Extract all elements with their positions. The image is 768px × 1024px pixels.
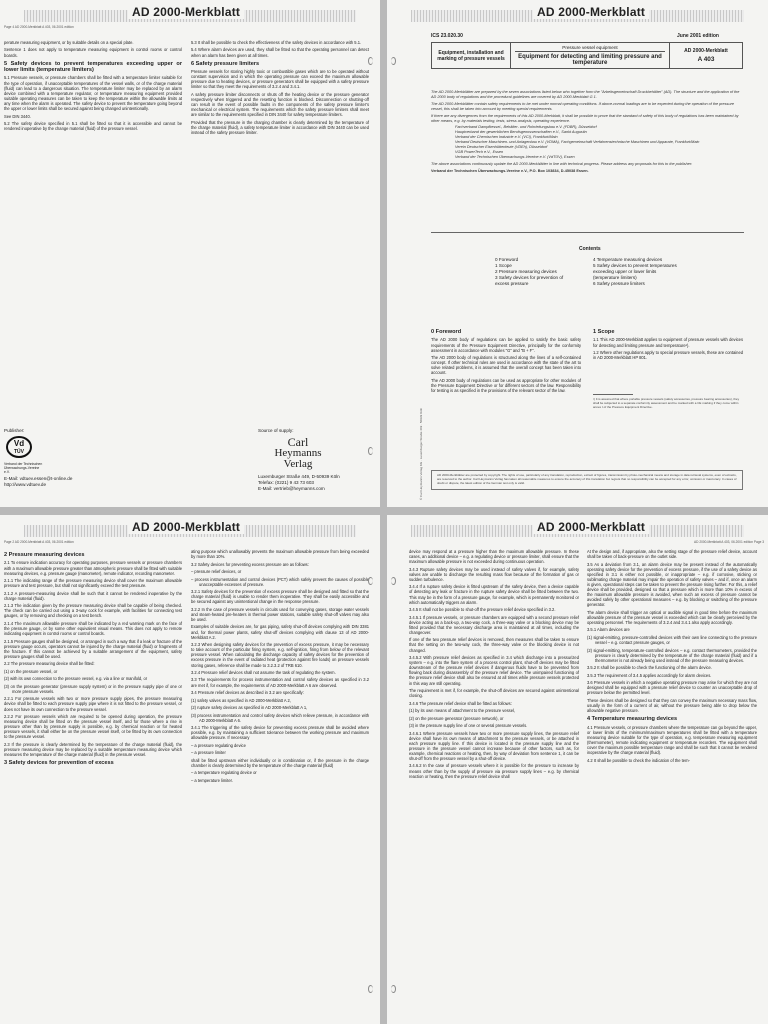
divider (431, 232, 744, 233)
copyright-box: AD 2000-Merkblätter are protected by copyright. The rights of use, particularly of any translation, reproduction, extract of figures, transmission by photo-mechanical means and storage in data retrieval systems, even of extracts, are reserved to the author. Carl Heymanns Verlag has taken all reasonable measures to ensure the accuracy of this translation but regrets that no responsibility can be accepted for any error, omission or inaccuracy. In cases of doubt or dispute, the latest edition of the German text only is valid. (431, 470, 743, 490)
publisher-email: E-Mail: vdtuev.essen@t-online.de (4, 476, 73, 481)
publisher-url: http://www.vdtuev.de (4, 482, 47, 487)
list-item: – a temperature regulating device or (191, 770, 257, 776)
table-subject-sub: Pressure vessel equipment (515, 45, 665, 52)
paragraph: 3.2 Safety devices for preventing excess pressure are as follows: (191, 561, 309, 567)
punch-hole (391, 577, 396, 585)
text-column-right (191, 549, 369, 785)
association-item: Verein Deutscher Eisenhüttenleute (VDEh), Düsseldorf (455, 145, 548, 150)
section-heading: 6 Safety pressure limiters (191, 60, 260, 67)
paragraph: 3.2.3 When designing safety devices for the prevention of excess pressure, it may be necessary to take account of the particular firing system, e.g. self-ignition, firing from below of the relevant pressure vessel. When calculating the discharge capacity of safety devices for the prevention of excess pressure in the event of radiated heat (protection against fire loads) on pressure vessels storing gases, reference shall be made to 3.2.3.2 of TRB 610. (191, 642, 369, 668)
table-ref-name: AD 2000-Merkblatt (684, 48, 728, 54)
association-item: Verband der Technischen Überwachungs-Vereine e.V. (VdTÜV), Essen (455, 154, 575, 159)
paragraph: At the design and, if appropriate, also the setting stage of the pressure relief device, account shall be taken of back-pressure on the outlet side. (587, 549, 757, 560)
paragraph: 2.1.5 Pressure gauges shall be designed, or arranged in such a way that if a leak or fracture of the pressure gauge occurs, operators cannot be injured by the charge material (fluid) or fragments of the fracture. If this cannot be achieved by a suitable arrangement of the equipment, safety pressure gauges shall be used. (4, 638, 182, 659)
association-item: Hauptverband der gewerblichen Berufsgenossenschaften e.V., Sankt Augustin (455, 130, 587, 135)
text-column-left (409, 549, 579, 781)
paragraph: The AD 2000 body of regulations is structured along the lines of a self-contained concept. If other technical rules are used in accordance with the state of the art to solve related problems, it is assumed that the overall concept has been taken into account. (431, 355, 581, 376)
paragraph: shall be fitted upstream either individually or in combination or, if the pressure in the charge chamber is clearly determined by the temperature of the charge material (fluid) (191, 757, 369, 768)
paragraph: 3.4 Pressure relief devices as described in 3.2 are specifically: (191, 690, 304, 696)
header-title: AD 2000-Merkblatt (533, 520, 649, 534)
intro-closing: The above associations continuously update the AD 2000-Merkblätter in line with technical progress. Please address any proposals for this to the publisher: (431, 161, 693, 166)
association-item: Verband der Chemischen Industrie e.V. (VCI), Frankfurt/Main (455, 135, 558, 140)
header-title: AD 2000-Merkblatt (533, 5, 649, 19)
paragraph: 2.1.2 A pressure-measuring device shall be such that it cannot be rendered inoperative by the charge material (fluid). (4, 590, 182, 601)
page-header (387, 0, 768, 26)
paragraph: 2.1 To ensure indication accuracy for operating purposes, pressure vessels or pressure chambers with a maximum allowable pressure greater than atmospheric pressure shall be fitted with suitable measuring devices, e.g. pressure gauge (manometer), remote indicator, recording manometer. (4, 560, 182, 576)
text-column-right (191, 40, 369, 137)
paragraph: 3.5 As a deviation from 3.1, an alarm device may be present instead of the automatically operating safety device for the prevention of excess pressure, if the use of a safety device as specified in 3.1 is either not possible, or inappropriate – e.g. if corrosive, sticking or sublimating charge material may impair the operation of safety valves – and if, once an alarm is given, operational steps can be taken to prevent the pressure rising further. For this, a relief device shall be provided, designed so that a pressure which is more than 10% in excess of the maximum allowable pressure is avoided, when such an excess of pressure cannot be avoided safely by other operational measures – e.g. by blocking or switching of the pressure generator. (587, 561, 757, 608)
list-item: (2) rupture safety devices as specified in AD 2000-Merkblatt A 1, (191, 705, 308, 711)
vdtuv-logo (6, 435, 32, 459)
section-heading: 1 Scope (593, 329, 615, 335)
paragraph: 3.2.1 Safety devices for the prevention of excess pressure shall be designed and fitted so that the charge material (fluid) is unable to render them inoperative. They shall be easily accessible and be secured against any unintentional change in the response pressure. (191, 589, 369, 605)
paragraph: Pressure vessels for storing highly toxic or combustible gases which are to be operated without constant supervision and in which the operating pressure can exceed the maximum allowable pressure due to heating devices, or pressure generators shall be equipped with a safety pressure limiter so that they meet the requirements of 3.2.4 and 3.4.1. (191, 69, 369, 90)
intro-text (431, 90, 745, 176)
source-label: Source of supply: (258, 428, 294, 433)
foreword-column (431, 326, 581, 396)
section-heading: 0 Foreword (431, 329, 462, 335)
publisher-label: Publisher: (4, 428, 25, 433)
intro-paragraph: If there are any divergences from the requirements of this AD 2000-Merkblatt, it shall be possible to prove that the standard of safety of this body of regulations has been maintained by other means, e.g. by materials testing, tests, stress analysis, operating experience. (431, 113, 739, 123)
association-item: VGB PowerTech e.V., Essen (455, 149, 504, 154)
paragraph: Examples of suitable devices are, for gas piping, safety shut-off devices complying with DIN 3381 and, for thermal power plants, safety shut-off devices complying with clause 13 of AD 2000-Merkblatt A 2. (191, 624, 369, 640)
contents-item: 5 Safety devices to prevent temperatures (593, 263, 677, 268)
list-item: (3) on the pressure generator (pressure supply system) or in the pressure supply pipe of one or more pressure vessels. (4, 683, 182, 694)
contents-list-right (593, 257, 677, 287)
page-running-head: Page 4 AD 2000-Merkblatt A 403, 06.2001 edition (4, 25, 74, 29)
page-running-head: AD 2000-Merkblatt A 403, 06.2001 edition Page 3 (694, 540, 764, 544)
contents-list-left (495, 257, 563, 287)
table-subject-main: Equipment for detecting and limiting pressure and temperature (518, 54, 662, 66)
header-title: AD 2000-Merkblatt (128, 5, 244, 19)
source-email: E-Mail: vertrieb@heymanns.com (258, 486, 325, 491)
edition-label: June 2001 edition (677, 33, 719, 39)
paragraph: 3.3 The requirements for process instrumentation and control safety devices as specified in 3.2 are met if, for example, the requirements of AD 2000-Merkblatt A 6 are observed. (191, 677, 369, 688)
paragraph: 3.2.4 Pressure relief devices shall not assume the task of regulating the system. (191, 670, 336, 675)
page-header (0, 0, 380, 26)
intro-paragraph: The AD 2000-Merkblätter are prepared by the seven associations listed below who together form the "Arbeitsgemeinschaft Druckbehälter" (AD). The structure and the application of the AD 2000 body of regulations and the procedural guidelines are covered by AD 2000-Merkblatt G 1. (431, 90, 740, 99)
paragraph: The AD 2000 body of regulations can be applied to satisfy the basic safety requirements of the Pressure Equipment Directive, principally for the conformity assessment in accordance with modules "G" and "B + F". (431, 337, 581, 353)
scope-column (593, 326, 743, 363)
list-item: (3) process instrumentation and control safety devices which relieve pressure, in accordance with AD 2000-Merkblatt A 6. (191, 712, 369, 723)
list-item: (1) safety valves as specified in AD 2000-Merkblatt A 2, (191, 697, 291, 703)
heymanns-logo (268, 437, 328, 470)
contents-item: (temperature limiters) (593, 275, 637, 280)
source-address: Luxemburger Straße 449, D-50939 Köln (258, 474, 340, 479)
text-column-right (587, 549, 757, 765)
list-item: – a pressure limiter (191, 750, 226, 756)
table-ref-code: A 403 (697, 56, 715, 63)
paragraph: 3.5.3 The requirement of 3.4.5 applies accordingly for alarm devices. (587, 672, 712, 678)
page-top-right (387, 0, 768, 507)
paragraph: perature measuring equipment, or by suitable details on a special plate. (4, 40, 134, 45)
paragraph: 5.2 The safety device specified in 5.1 shall be fitted so that it is accessible and cannot be rendered inoperative by the change material (fluid) of the pressure vessel. (4, 121, 182, 132)
paragraph: Provided that the pressure in the charging chamber is clearly determined by the temperature of the charge material (fluid), a safety temperature limiter in accordance with DIN 3440 can be used instead of the safety pressure limiter. (191, 119, 369, 135)
paragraph: 3.2.2 In the case of pressure vessels in circuits used for conveying gases, storage water vessels and steam-heated pre-heaters in thermal power stations, suitable safety shut-off valves may also be used. (191, 606, 369, 622)
contents-item: 4 Temperature measuring devices (593, 257, 663, 262)
page-bottom-right (387, 515, 768, 1024)
section-heading: 2 Pressure measuring devices (4, 552, 85, 558)
list-item: – a pressure regulating device (191, 742, 246, 748)
paragraph: 5.3 It shall be possible to check the effectiveness of the safety devices in accordance with 5.1. (191, 40, 362, 45)
contents-item: exceeding upper or lower limits (593, 269, 657, 274)
paragraph: 3.5.2 It shall be possible to check the functioning of the alarm device. (587, 665, 712, 671)
association-item: Verband Deutscher Maschinen- und Anlagenbau e.V. (VDMA), Fachgemeinschaft Verfahrenstechnische Maschinen und Apparate, Frankfurt/Main (455, 140, 700, 145)
paragraph: 2.2 The pressure measuring device shall be fitted: (4, 661, 95, 667)
punch-hole (368, 985, 373, 993)
paragraph: 3.5.1 Alarm devices are (587, 627, 630, 633)
paragraph: 4.2 It shall be possible to check the indication of the tem- (587, 757, 690, 763)
publisher-address: Verband der Technischen Überwachungs-Vereine e.V., P.O. Box 103834, D-45038 Essen. (431, 168, 589, 173)
paragraph: 3.4.5 It shall not be possible to shut-off the pressure relief device specified in 3.2. (409, 607, 556, 613)
intro-paragraph: The AD 2000-Merkblätter contain safety requirements to be met under normal operating conditions. If above-normal loadings are to be expected during the operation of the pressure vessel, this shall be taken into account by meeting special requirements. (431, 101, 734, 111)
page-running-head: Page 2 AD 2000-Merkblatt A 403, 06.2001 edition (4, 540, 74, 544)
paragraph: 2.1.4 The maximum allowable pressure shall be indicated by a red warning mark on the face of the pressure gauge, or by some other equivalent visual means. This does not apply to remote indicating equipment in control rooms or control boards. (4, 620, 182, 637)
list-item: – pressure relief devices, or (191, 569, 242, 575)
footnote: ¹) It is assumed that where portable pressure vessels (safety accessories, pressure bearing accessories), they shall be subjected to a separate conformity assessment and be marked with a CE marking if they come within annex I of the Pressure Equipment Directive. (593, 397, 740, 409)
table-ref (670, 43, 743, 69)
side-strip: © Carl Heymanns Verlag KG · Luxemburger Straße 449 · 50939 Köln (419, 407, 423, 500)
paragraph: 5.1 Pressure vessels, or pressure chambers shall be fitted with a temperature limiter suitable for the type of operation, if unacceptable temperatures of the vessel walls, or of the charge material (fluid) can lead to a dangerous situation. The temperature limiter may be replaced by an alarm device combined with a temperature regulator, or temperature measuring equipment provided suitable operating measures can be taken to keep the temperature within the allowable limits at any time when the alarm is operated. The safety device to prevent the temperature going beyond the upper or lower limits shall be secured against being changed unintentionally. (4, 75, 182, 112)
paragraph: 3.4.5.1 If pressure vessels, or pressure chambers are equipped with a second pressure relief device acting as a back-up, a two-way cock, a three-way valve or a blocking device may be fitted provided that the necessary discharge area is maintained at all times, including the changeover. (409, 614, 579, 635)
paragraph: 2.1.1 The indicating range of the pressure measuring device shall cover the maximum allowable pressure and test pressure, but shall not significantly exceed the test pressure. (4, 578, 182, 589)
paragraph: 3.4.6 The pressure relief device shall be fitted as follows: (409, 700, 512, 706)
table-category: Equipment, installation and marking of pressure vessels (432, 43, 511, 69)
paragraph: The requirement is met if, for example, the shut-off devices are secured against unintentional closing. (409, 687, 579, 699)
punch-hole (368, 57, 373, 65)
list-item: – process instrumentation and control devices (PCT) which safely prevent the causes of possible unacceptable excesses of pressure. (191, 576, 369, 587)
punch-hole (368, 577, 373, 585)
paragraph: A safety pressure limiter disconnects or shuts off the heating device or the pressure generator respectively when triggered and the resetting function is blocked. Disconnection or shutting-off can result in the event of possible faults in the components of the safety pressure limiter's mechanical or electrical system. The requirements which the safety pressure limiters shall meet are similar to the requirements specified in DIN 3440 for safety temperature limiters. (191, 91, 369, 118)
paragraph: device may respond at a pressure higher than the maximum allowable pressure. In these cases, an additional device – e.g. a regulating device or pressure limiter, shall ensure that the maximum allowable pressure is not exceeded during continuous operation. (409, 549, 579, 565)
paragraph: If one of the two pressure relief devices is removed, then measures shall be taken to ensure that the setting on the two-way cock, the three-way valve or the blocking device is not changed. (409, 637, 579, 653)
paragraph: 3.4.6.1 Where pressure vessels have two or more pressure supply lines, the pressure relief device shall have its own means of attachment to the pressure vessels, or be attached in each pressure supply line. If this device is located in the pressure supply line and the pressure in the pressure vessel cannot increase because of other factors, such as, for example, chemical reactions or heating, then, by way of deviation from sentence 1, it can be shut-off from the pressure vessel by a shut-off device. (409, 730, 579, 761)
paragraph: 2.2.2 For pressure vessels which are required to be opened during operation, the pressure measuring device shall be fitted on the pressure vessel itself, and for those where a rise in pressure other than by pressure supply is possible, e.g. by chemical reaction or for heated pressure vessels, it shall either be on the pressure vessel itself, or be fitted by its own connection to the pressure vessel. (4, 714, 182, 740)
paragraph: These devices shall be designed so that they can convey the maximum necessary mass flow, usually in the form of a current of air, without the pressure being able to drop below the allowable negative pressure. (587, 697, 757, 714)
paragraph: 3.4.5.2 With pressure relief devices as specified in 3.4 which discharge into a pressurized system – e.g. into the flare system of a process control plant, shut-off devices may be fitted downstream of the pressure relief devices if dangerous fluids have to be prevented from flowing back during disassembly of the pressure relief device. The unimpaired functioning of the pressure relief device shall also be ensured at all times while pressure vessels protected in this way are still operating. (409, 655, 579, 686)
page-bottom-left (0, 515, 380, 1024)
list-item: (2) on the pressure generator (pressure network), or (409, 715, 504, 721)
section-heading: 4 Temperature measuring devices (587, 716, 678, 723)
paragraph: 2.3 If the pressure is clearly determined by the temperature of the charge material (fluid), the pressure measuring device may be replaced by a suitable temperature measuring device which measures the temperature of the charge material (fluid) in the pressure vessel. (4, 741, 182, 758)
list-item: – a temperature limiter. (191, 777, 233, 783)
paragraph: 3.4.3 Rupture safety devices may be used instead of safety valves if, for example, safety valves are unable to discharge the resulting mass flow because of the formation of gas or sudden turbulence. (409, 566, 579, 582)
logo-line-1: Carl (287, 435, 309, 449)
paragraph: 1.1 This AD 2000-Merkblatt applies to equipment of pressure vessels with devices for detecting and limiting pressure and temperature¹). (593, 337, 743, 348)
text-column-left (4, 549, 182, 769)
logo-line-3: Verlag (283, 458, 313, 470)
paragraph: The alarm device shall trigger an optical or audible signal in good time before the maximum allowable pressure of the pressure vessel is exceeded which can be clearly perceived by the operating personnel. The requirements of 3.2.4 and 3.4.1 also apply accordingly. (587, 609, 757, 625)
section-heading: 5 Safety devices to prevent temperatures exceeding upper or lower limits (temperature limiters) (4, 60, 182, 74)
contents-item: 6 Safety pressure limiters (593, 281, 645, 286)
paragraph: 2.1.3 The indication given by the pressure measuring device shall be capable of being checked. The check can be carried out using a 3-way cock for example, with facilities for connecting test gauges, or by removing and checking on a test bench. (4, 603, 182, 619)
list-item: (1) by its own means of attachment to the pressure vessel, (409, 708, 516, 714)
section-heading: 3 Safety devices for prevention of excess (4, 760, 114, 767)
paragraph: 2.2.1 For pressure vessels with two or more pressure supply pipes, the pressure measuring device shall be fitted to each pressure supply pipe where it is not fitted to the pressure vessel, or does not have its own connection to the pressure vessel. (4, 696, 182, 712)
page-header (387, 515, 768, 541)
list-item: (2) with its own connection to the pressure vessel, e.g. via a line or manifold, or (4, 676, 148, 682)
paragraph: ating purpose which unallowably prevents the maximum allowable pressure from being exceeded by more than 10%. (191, 549, 369, 560)
paragraph: 1.2 Where other regulations apply to special pressure vessels, these are contained in AD 2000-Merkblatt HP 801. (593, 349, 743, 361)
contents-item: 3 Safety devices for prevention of (495, 275, 564, 280)
paragraph: 3.4.4 If a rupture safety device is fitted upstream of the safety device, then a device capable of detecting any leak or fracture in the rupture safety device shall be fitted between the two. This may be in the form of a pressure gauge, for example, which is permanently monitored or which automatically triggers an alarm. (409, 584, 579, 605)
list-item: (3) in the pressure supply line of one or several pressure vessels. (409, 723, 528, 729)
paragraph: 3.4.1 The triggering of the safety device for preventing excess pressure shall be avoided where possible, e.g. by maintaining a sufficient tolerance between the working pressure and maximum allowable pressure. If necessary (191, 725, 369, 741)
header-title: AD 2000-Merkblatt (128, 520, 244, 534)
svg-text:TÜV: TÜV (14, 449, 24, 455)
paragraph: The AD 2000 body of regulations can be used as appropriate for other modules of the Pressure Equipment Directive or for different sectors of the law. Responsibility for testing is as specified in the provisions of the relevant sector of the law. (431, 377, 581, 394)
logo-line-2: Heymanns (274, 447, 322, 459)
text-column-left (4, 40, 182, 134)
contents-title: Contents (579, 246, 601, 252)
page-top-left (0, 0, 380, 507)
page-header (0, 515, 380, 541)
source-telefax: Telefax: (0221) 9 43 73 603 (258, 480, 314, 485)
association-item: Fachverband Dampfkessel-, Behälter- und Rohrleitungsbau e.V. (FDBR), Düsseldorf (455, 125, 597, 130)
paragraph: 3.4.6.2 In the case of pressure vessels where it is possible for the pressure to increase by means other than by the supply of pressure via pressure supply lines – e.g. by chemical reaction or heating, then the pressure relief device shall (409, 763, 579, 779)
publisher-name: Verband der Technischen Überwachungs-Vereine e.V. (4, 462, 43, 474)
paragraph: 5.4 Where alarm devices are used, they shall be fitted so that the operating personnel can detect when an alarm has been given at all times. (191, 47, 369, 58)
list-item: (2) signal-emitting, temperature-controlled devices – e.g. contact thermometers, provided the pressure is clearly determined by the temperature of the charge material (fluid) and if a thermometer is not already being used instead of the pressure measuring devices. (587, 647, 757, 663)
punch-hole (391, 985, 396, 993)
footnote-rule (593, 394, 633, 395)
paragraph: 4.1 Pressure vessels, or pressure chambers where the temperature can go beyond the upper, or lower limits of the minimum/maximum temperatures shall be fitted with a temperature measuring device suitable for the type of operation, e.g. temperature measuring equipment (thermometer), remote indicating equipment or temperature recorders. The equipment shall cover the maximum possible temperature range and shall be such that it cannot be rendered inoperative by the charge material (fluid). (587, 724, 757, 756)
contents-item: 0 Foreword (495, 257, 519, 262)
punch-hole (391, 57, 396, 65)
ics-code: ICS 23.020.30 (431, 33, 463, 39)
contents-item: 2 Pressure measuring devices (495, 269, 557, 274)
punch-hole (368, 447, 373, 455)
paragraph: See DIN 3440. (4, 113, 31, 119)
paragraph: 3.6 Pressure vessels in which a negative operating pressure may arise for which they are not designed shall be equipped with a pressure relief device to counter an unacceptable drop of pressure below the permitted level. (587, 680, 757, 696)
list-item: (1) signal-emitting, pressure-controlled devices with their own line connecting to the pressure vessel – e.g. contact pressure gauges, or (587, 634, 757, 646)
list-item: (1) on the pressure vessel, or (4, 668, 58, 674)
paragraph: Sentence 1 does not apply to temperature measuring equipment in control rooms or control boards. (4, 47, 182, 58)
table-subject (511, 43, 670, 69)
contents-item: 1 Scope (495, 263, 512, 268)
contents-item: excess pressure (495, 281, 529, 286)
svg-text:Vd: Vd (13, 439, 25, 448)
classification-table (431, 42, 743, 69)
